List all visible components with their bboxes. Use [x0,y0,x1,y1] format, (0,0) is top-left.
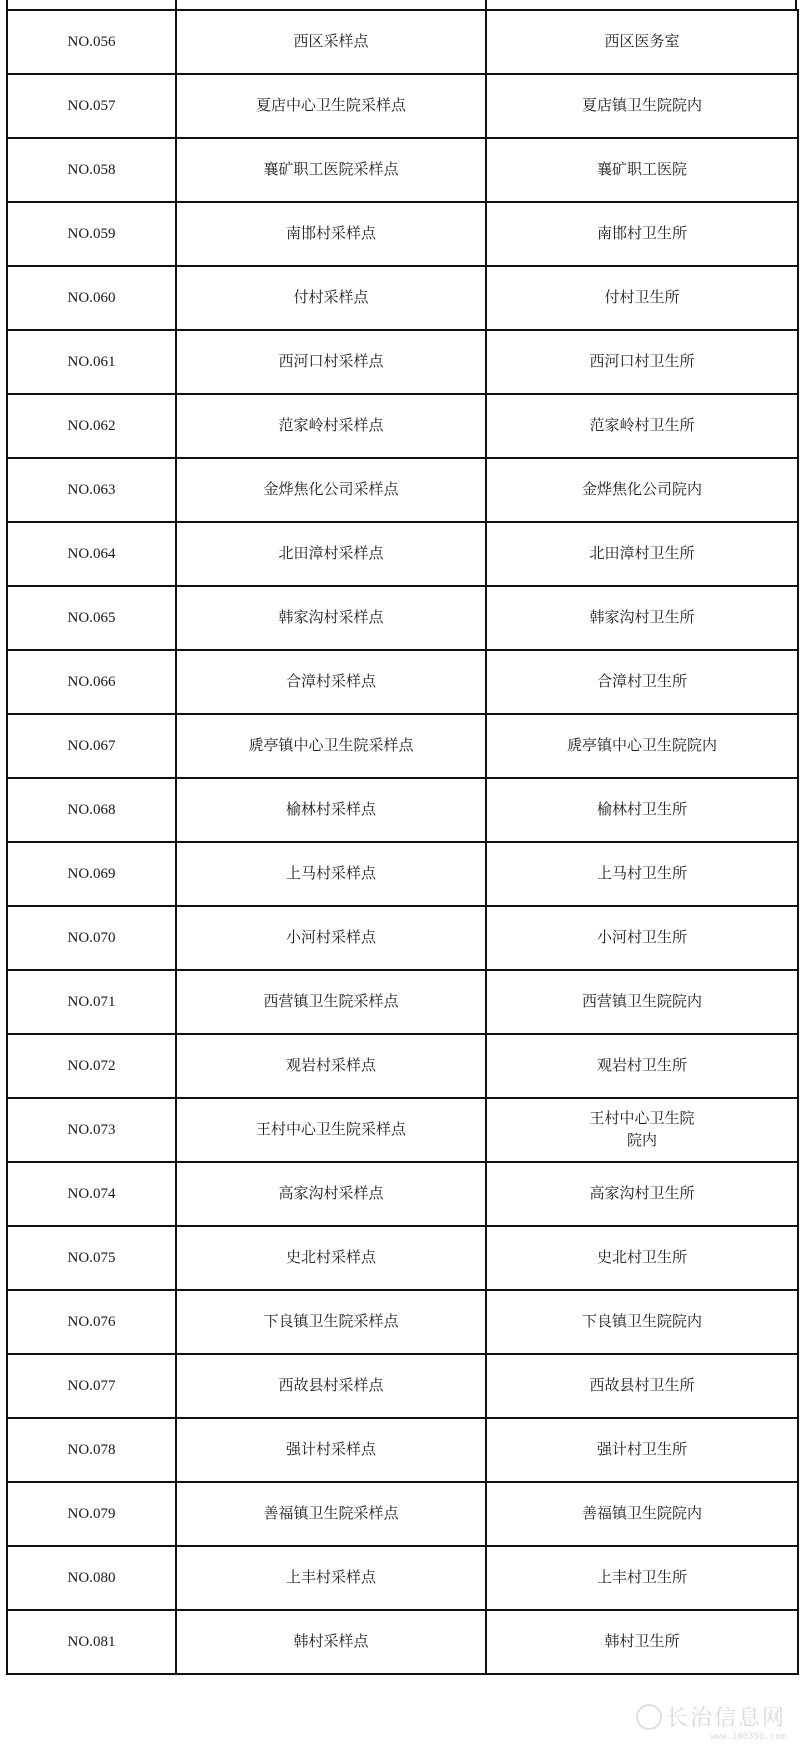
table-row [7,650,798,714]
site-location-cell: 西营镇卫生院院内 [486,970,798,1034]
site-location-cell: 西河口村卫生所 [486,330,798,394]
sample-number-cell: NO.067 [7,714,176,778]
sample-number-cell: NO.075 [7,1226,176,1290]
sampling-site-cell: 高家沟村采样点 [176,1162,486,1226]
table-row [7,1034,798,1098]
sampling-site-cell: 韩村采样点 [176,1610,486,1674]
table-top-border-stub [6,0,8,9]
sample-number-cell: NO.056 [7,10,176,74]
table-row [7,1482,798,1546]
table-top-border-stub [795,0,797,9]
sampling-site-cell: 北田漳村采样点 [176,522,486,586]
table-row [7,330,798,394]
sample-number-cell: NO.063 [7,458,176,522]
site-location-cell: 西区医务室 [486,10,798,74]
sample-number-cell: NO.080 [7,1546,176,1610]
table-row [7,202,798,266]
site-location-cell: 上马村卫生所 [486,842,798,906]
site-location-cell: 虒亭镇中心卫生院院内 [486,714,798,778]
table-row [7,1354,798,1418]
table-row [7,458,798,522]
watermark-logo-icon [636,1704,662,1730]
site-location-cell: 西故县村卫生所 [486,1354,798,1418]
site-location-cell: 善福镇卫生院院内 [486,1482,798,1546]
table-row [7,1162,798,1226]
table-row [7,10,798,74]
sample-number-cell: NO.059 [7,202,176,266]
sample-number-cell: NO.074 [7,1162,176,1226]
site-location-cell: 小河村卫生所 [486,906,798,970]
site-location-cell: 上丰村卫生所 [486,1546,798,1610]
site-location-cell: 北田漳村卫生所 [486,522,798,586]
site-location-cell: 高家沟村卫生所 [486,1162,798,1226]
table-row [7,1226,798,1290]
sampling-site-cell: 西区采样点 [176,10,486,74]
sample-number-cell: NO.062 [7,394,176,458]
site-location-cell: 金烨焦化公司院内 [486,458,798,522]
table-row [7,1610,798,1674]
table-row [7,138,798,202]
site-location-cell: 下良镇卫生院院内 [486,1290,798,1354]
sampling-site-cell: 下良镇卫生院采样点 [176,1290,486,1354]
sample-number-cell: NO.064 [7,522,176,586]
sampling-site-cell: 韩家沟村采样点 [176,586,486,650]
sampling-site-cell: 上丰村采样点 [176,1546,486,1610]
sample-number-cell: NO.057 [7,74,176,138]
table-row [7,522,798,586]
table-row [7,74,798,138]
sample-number-cell: NO.079 [7,1482,176,1546]
sample-number-cell: NO.058 [7,138,176,202]
site-location-cell: 王村中心卫生院 院内 [486,1098,798,1162]
sample-number-cell: NO.072 [7,1034,176,1098]
sampling-site-cell: 范家岭村采样点 [176,394,486,458]
site-location-cell: 强计村卫生所 [486,1418,798,1482]
sample-number-cell: NO.073 [7,1098,176,1162]
sampling-site-cell: 夏店中心卫生院采样点 [176,74,486,138]
sampling-site-cell: 史北村采样点 [176,1226,486,1290]
table-row [7,842,798,906]
sample-number-cell: NO.070 [7,906,176,970]
watermark-text: 长治信息网 [665,1706,786,1731]
sampling-site-cell: 上马村采样点 [176,842,486,906]
table-row [7,1546,798,1610]
sample-number-cell: NO.061 [7,330,176,394]
table-row [7,1290,798,1354]
sample-number-cell: NO.068 [7,778,176,842]
sampling-sites-table [6,9,799,1675]
site-location-cell: 榆林村卫生所 [486,778,798,842]
sample-number-cell: NO.069 [7,842,176,906]
sampling-site-cell: 付村采样点 [176,266,486,330]
site-location-cell: 南邯村卫生所 [486,202,798,266]
site-location-cell: 付村卫生所 [486,266,798,330]
site-location-cell: 范家岭村卫生所 [486,394,798,458]
site-location-cell: 观岩村卫生所 [486,1034,798,1098]
table-row [7,778,798,842]
table-row [7,906,798,970]
sampling-site-cell: 榆林村采样点 [176,778,486,842]
table-row [7,1418,798,1482]
sample-number-cell: NO.078 [7,1418,176,1482]
sampling-site-cell: 西故县村采样点 [176,1354,486,1418]
sample-number-cell: NO.081 [7,1610,176,1674]
table-row [7,714,798,778]
table-row [7,970,798,1034]
site-location-cell: 史北村卫生所 [486,1226,798,1290]
sample-number-cell: NO.071 [7,970,176,1034]
sampling-site-cell: 小河村采样点 [176,906,486,970]
sampling-site-cell: 王村中心卫生院采样点 [176,1098,486,1162]
table-row [7,1098,798,1162]
sampling-site-cell: 南邯村采样点 [176,202,486,266]
table-row [7,586,798,650]
site-location-cell: 韩村卫生所 [486,1610,798,1674]
sample-number-cell: NO.076 [7,1290,176,1354]
sample-number-cell: NO.066 [7,650,176,714]
sampling-site-cell: 金烨焦化公司采样点 [176,458,486,522]
site-location-cell: 襄矿职工医院 [486,138,798,202]
sampling-site-cell: 虒亭镇中心卫生院采样点 [176,714,486,778]
sampling-site-cell: 襄矿职工医院采样点 [176,138,486,202]
site-location-cell: 韩家沟村卫生所 [486,586,798,650]
sample-number-cell: NO.077 [7,1354,176,1418]
sampling-site-cell: 强计村采样点 [176,1418,486,1482]
site-location-cell: 夏店镇卫生院院内 [486,74,798,138]
table-top-border-stub [175,0,177,9]
sampling-site-cell: 合漳村采样点 [176,650,486,714]
site-location-cell: 合漳村卫生所 [486,650,798,714]
sample-number-cell: NO.060 [7,266,176,330]
sampling-site-cell: 观岩村采样点 [176,1034,486,1098]
table-row [7,266,798,330]
watermark-url: www.180350.com [710,1732,786,1742]
sampling-site-cell: 西营镇卫生院采样点 [176,970,486,1034]
table-body [7,10,798,1674]
sampling-site-cell: 善福镇卫生院采样点 [176,1482,486,1546]
table-top-border-stub [485,0,487,9]
sampling-site-cell: 西河口村采样点 [176,330,486,394]
site-watermark [636,1701,786,1742]
table-row [7,394,798,458]
sample-number-cell: NO.065 [7,586,176,650]
